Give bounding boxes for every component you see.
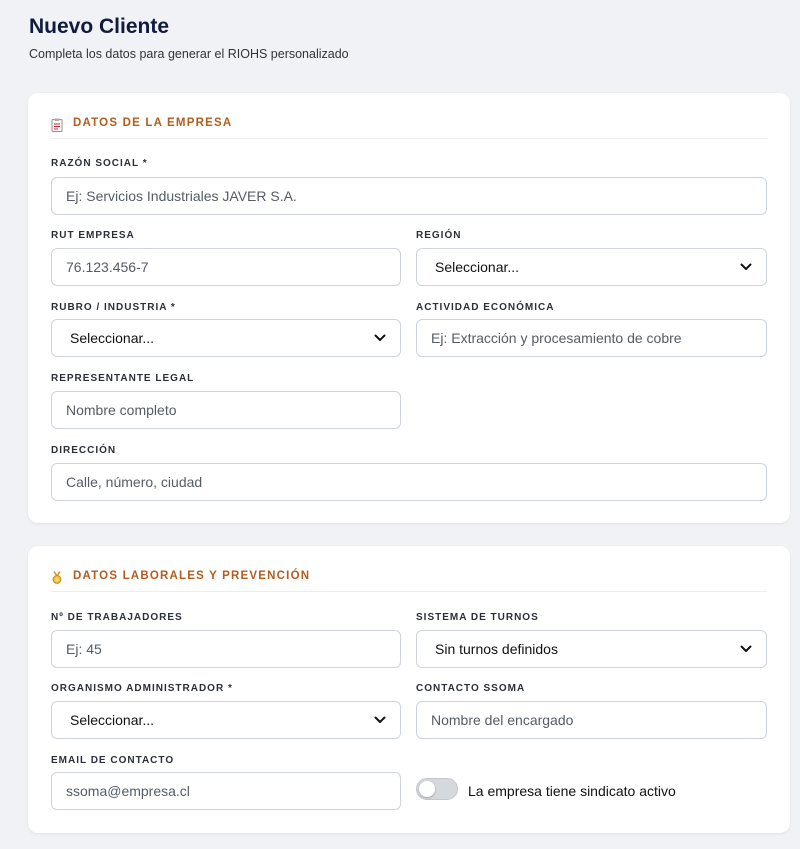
rubro-label: RUBRO / INDUSTRIA * [51,302,176,313]
sindicato-label: La empresa tiene sindicato activo [468,783,676,799]
actividad-input[interactable] [416,319,767,357]
laborales-section-header [51,570,767,592]
toggle-knob [419,781,435,797]
organismo-select[interactable] [51,701,401,739]
trabajadores-input[interactable] [51,630,401,668]
medal-icon [51,571,63,585]
direccion-label: DIRECCIÓN [51,445,117,456]
razon-social-placeholder: Ej: Servicios Industriales JAVER S.A. [66,188,297,204]
turnos-select[interactable] [416,630,767,668]
email-input[interactable] [51,772,401,810]
rubro-value: Seleccionar... [70,330,155,346]
empresa-card [28,93,790,523]
sindicato-toggle[interactable] [416,778,458,800]
trabajadores-label: Nº DE TRABAJADORES [51,612,183,623]
direccion-input[interactable] [51,463,767,501]
rut-input[interactable] [51,248,401,286]
actividad-placeholder: Ej: Extracción y procesamiento de cobre [431,330,682,346]
contacto-placeholder: Nombre del encargado [431,712,574,728]
trabajadores-placeholder: Ej: 45 [66,641,102,657]
organismo-label: ORGANISMO ADMINISTRADOR * [51,683,233,694]
email-label: EMAIL DE CONTACTO [51,755,175,766]
laborales-section-title: DATOS LABORALES Y PREVENCIÓN [73,570,311,582]
page-title: Nuevo Cliente [29,15,170,38]
contacto-input[interactable] [416,701,767,739]
chevron-down-icon [740,263,752,271]
razon-social-input[interactable] [51,177,767,215]
laborales-card [28,546,790,833]
direccion-placeholder: Calle, número, ciudad [66,474,203,490]
empresa-section-header [51,117,767,139]
contacto-label: CONTACTO SSOMA [416,683,526,694]
page-subtitle: Completa los datos para generar el RIOHS personalizado [29,47,349,61]
organismo-value: Seleccionar... [70,712,155,728]
clipboard-icon [51,118,63,132]
region-select[interactable] [416,248,767,286]
region-value: Seleccionar... [435,259,520,275]
region-label: REGIÓN [416,230,462,241]
representante-input[interactable] [51,391,401,429]
actividad-label: ACTIVIDAD ECONÓMICA [416,302,555,313]
chevron-down-icon [374,716,386,724]
representante-placeholder: Nombre completo [66,402,177,418]
rubro-select[interactable] [51,319,401,357]
razon-social-label: RAZÓN SOCIAL * [51,158,148,169]
rut-label: RUT EMPRESA [51,230,135,241]
empresa-section-title: DATOS DE LA EMPRESA [73,117,233,129]
turnos-value: Sin turnos definidos [435,641,558,657]
chevron-down-icon [740,645,752,653]
representante-label: REPRESENTANTE LEGAL [51,373,195,384]
chevron-down-icon [374,334,386,342]
email-placeholder: ssoma@empresa.cl [66,783,190,799]
turnos-label: SISTEMA DE TURNOS [416,612,539,623]
rut-placeholder: 76.123.456-7 [66,259,149,275]
